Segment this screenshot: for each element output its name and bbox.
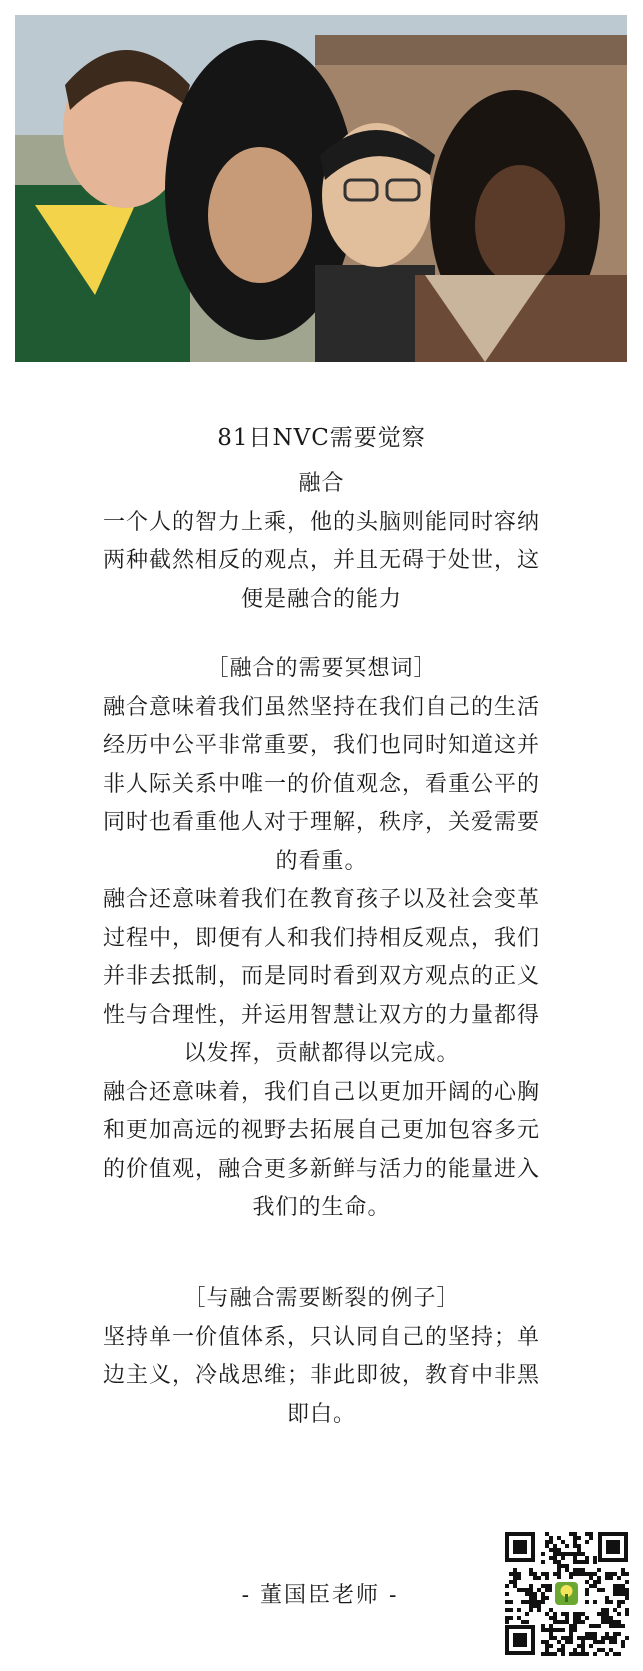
section-meditation — [60, 650, 583, 1228]
section-intro — [60, 465, 583, 619]
text-line: 以发挥，贡献都得以完成。 — [183, 1041, 460, 1066]
section-heading: ［融合的需要冥想词］ — [206, 656, 437, 681]
text-line: 过程中，即便有人和我们持相反观点，我们 — [102, 925, 540, 951]
text-line: 一个人的智力上乘，他的头脑则能同时容纳 — [102, 509, 540, 535]
text-line: 非人际关系中唯一的价值观念，看重公平的 — [102, 771, 540, 797]
text-line: 融合还意味着我们在教育孩子以及社会变革 — [102, 887, 540, 912]
text-line: 边主义，冷战思维；非此即彼，教育中非黑 — [102, 1363, 540, 1388]
text-line: 便是融合的能力 — [240, 586, 402, 612]
page-title: 81日NVC需要觉察 — [217, 425, 426, 451]
section-heading: ［与融合需要断裂的例子］ — [183, 1286, 460, 1311]
text-line: 两种截然相反的观点，并且无碍于处世，这 — [102, 548, 540, 573]
text-line: 同时也看重他人对于理解，秩序，关爱需要 — [102, 810, 540, 835]
text-line: 融合意味着我们虽然坚持在我们自己的生活 — [102, 694, 540, 720]
text-line: 的价值观，融合更多新鲜与活力的能量进入 — [102, 1156, 540, 1182]
text-line: 经历中公平非常重要，我们也同时知道这并 — [102, 733, 540, 758]
section-heading: 融合 — [298, 471, 345, 496]
text-line: 融合还意味着，我们自己以更加开阔的心胸 — [102, 1079, 540, 1105]
text-line: 和更加高远的视野去拓展自己更加包容多元 — [102, 1118, 540, 1143]
text-line: 并非去抵制，而是同时看到双方观点的正义 — [102, 964, 540, 989]
text-line: 即白。 — [286, 1401, 356, 1427]
header-photo — [15, 15, 627, 362]
author-signature: - 董国臣老师 - — [241, 1583, 399, 1608]
text-line: 的看重。 — [275, 848, 368, 874]
qr-code — [503, 1530, 630, 1657]
text-line: 性与合理性，并运用智慧让双方的力量都得 — [102, 1002, 540, 1028]
text-line: 坚持单一价值体系，只认同自己的坚持；单 — [102, 1324, 540, 1350]
section-examples — [60, 1280, 583, 1434]
text-line: 我们的生命。 — [252, 1195, 391, 1220]
